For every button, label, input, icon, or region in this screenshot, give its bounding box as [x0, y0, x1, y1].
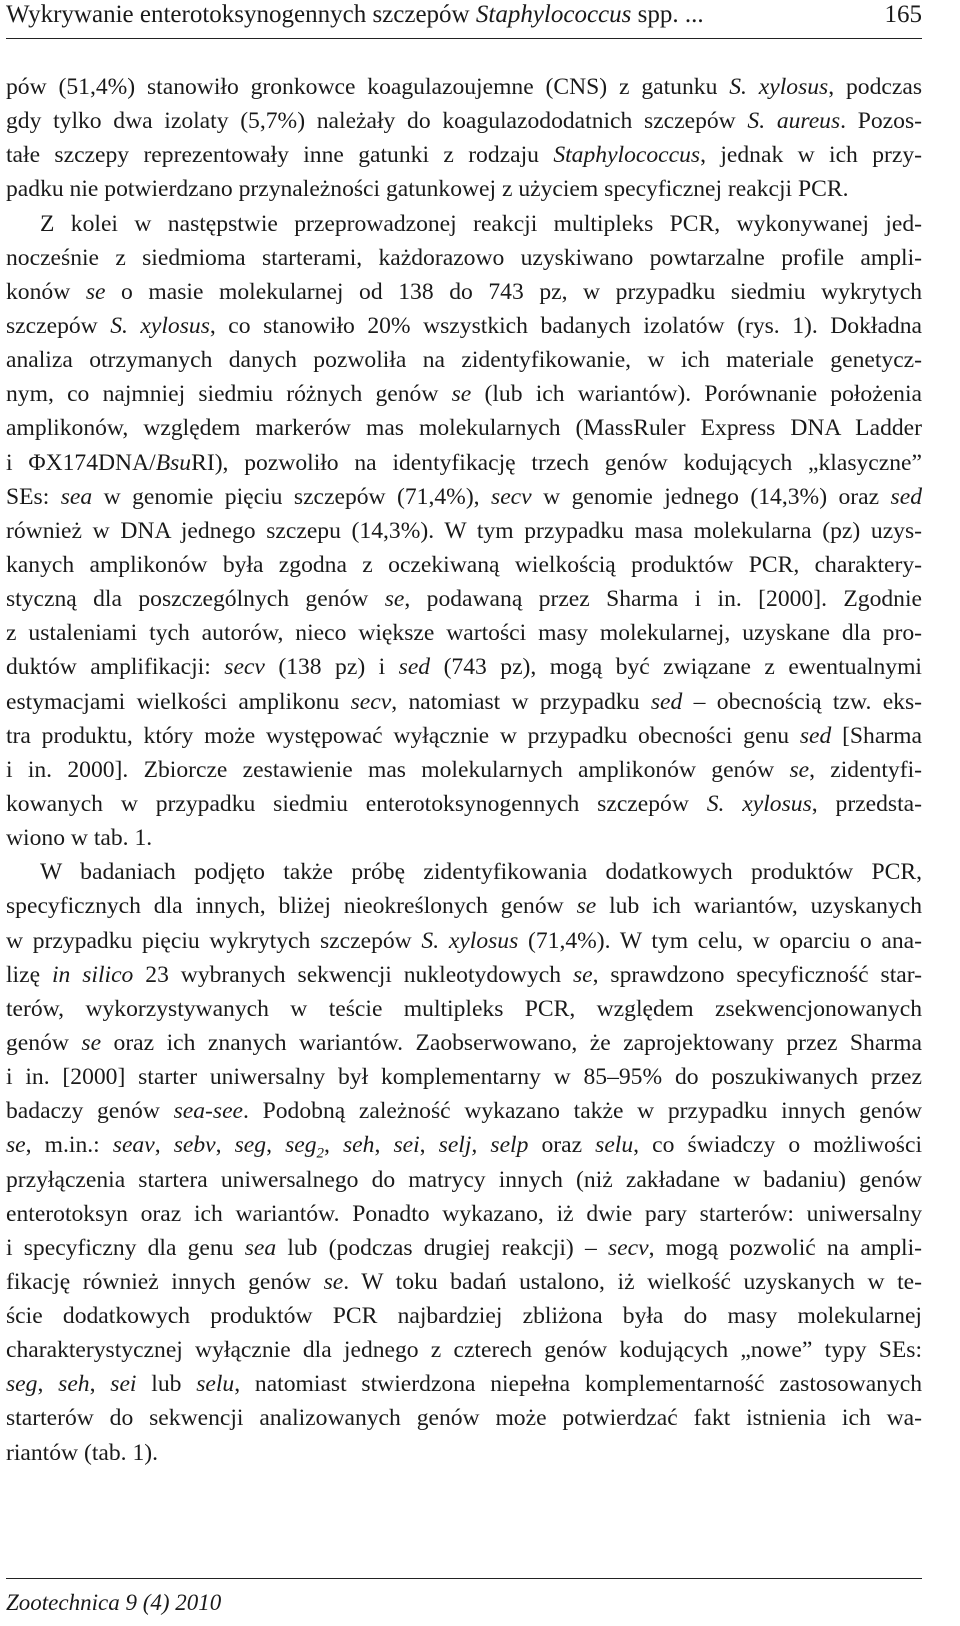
- text-run: oraz ich znanych wariantów. Zaobserwowano, że zaprojektowany przez Sharma: [101, 1029, 922, 1056]
- text-run: riantów (tab. 1).: [6, 1439, 158, 1466]
- text-run: lub (podczas drugiej reakcji) –: [276, 1234, 608, 1261]
- text-run: lub ich wariantów, uzyskanych: [596, 893, 923, 920]
- text-run: [Sharma: [831, 722, 922, 749]
- text-run: styczną dla poszczególnych genów: [6, 586, 385, 613]
- text-run: ,: [154, 1132, 174, 1159]
- text-run: estymacjami wielkości amplikonu: [6, 688, 351, 715]
- italic-term: S. xylosus: [706, 790, 812, 817]
- page-number: 165: [884, 1, 922, 28]
- text-run: kanych amplikonów była zgodna z oczekiwaną wielkością produktów PCR, charaktery-: [6, 551, 922, 578]
- text-line: [6, 1436, 922, 1470]
- text-line: [6, 172, 922, 206]
- italic-term: sed: [398, 654, 431, 681]
- text-run: starterów do sekwencji analizowanych genów może potwierdzać fakt istnienia ich wa-: [6, 1405, 922, 1432]
- text-run: , podawaną przez Sharma i in. [2000]. Zgodnie: [404, 586, 922, 613]
- italic-term: se: [85, 278, 106, 305]
- text-line: [6, 992, 922, 1026]
- text-line: [6, 1060, 922, 1094]
- text-run: , mogą pozwolić na ampli-: [648, 1234, 922, 1261]
- text-run: specyficznych dla innych, bliżej nieokreślonych genów: [6, 893, 577, 920]
- text-run: w genomie jednego (14,3%) oraz: [531, 483, 891, 510]
- text-line: [6, 855, 922, 889]
- italic-term: se: [323, 1268, 344, 1295]
- page-footer: [6, 1578, 922, 1615]
- text-run: tra produktu, który może występować wyłącznie w przypadku obecności genu: [6, 722, 800, 749]
- italic-term: seg: [6, 1371, 38, 1398]
- text-run: tałe szczepy reprezentowały inne gatunki z rodzaju: [6, 142, 554, 169]
- text-run: enterotoksyn oraz ich wariantów. Ponadto wykazano, iż dwie pary starterów: uniwersalny: [6, 1200, 922, 1227]
- text-run: i specyficzny dla genu: [6, 1234, 245, 1261]
- italic-term: sea-see: [173, 1098, 244, 1125]
- text-run: lub: [136, 1371, 197, 1398]
- italic-term: S. xylosus: [110, 312, 210, 339]
- text-run: ,: [89, 1371, 111, 1398]
- text-line: [6, 446, 922, 480]
- italic-term: selu: [196, 1371, 235, 1398]
- text-run: ,: [37, 1371, 59, 1398]
- text-run: ,: [374, 1132, 394, 1159]
- text-line: [6, 1265, 922, 1299]
- text-run: charakterystycznej wyłącznie dla jednego z czterech genów kodujących „nowe” typy SEs:: [6, 1337, 922, 1364]
- italic-term: sea: [244, 1234, 277, 1261]
- text-run: fikację również innych genów: [6, 1268, 324, 1295]
- text-line: [6, 1401, 922, 1435]
- italic-term: se: [384, 586, 405, 613]
- text-line: [6, 787, 922, 821]
- text-run: kowanych w przypadku siedmiu enterotoksynogennych szczepów: [6, 790, 707, 817]
- text-run: o masie molekularnej od 138 do 743 pz, w przypadku siedmiu wykrytych: [105, 278, 923, 305]
- text-run: (lub ich wariantów). Porównanie położenia: [471, 381, 922, 408]
- text-run: Z kolei w następstwie przeprowadzonej reakcji multipleks PCR, wykonywanej jed-: [40, 210, 922, 237]
- text-run: przyłączenia startera uniwersalnego do matrycy innych (niż zakładane w badaniu) genów: [6, 1166, 922, 1193]
- italic-term: secv: [491, 483, 532, 510]
- text-line: [6, 1128, 922, 1162]
- italic-term: se: [572, 961, 593, 988]
- italic-term: sea: [60, 483, 93, 510]
- text-run: analiza otrzymanych danych pozwoliła na zidentyfikowanie, w ich materiale genetycz-: [6, 347, 922, 374]
- text-line: [6, 1333, 922, 1367]
- text-run: i in. [2000] starter uniwersalny był komplementarny w 85–95% do poszukiwanych przez: [6, 1064, 922, 1091]
- text-run: SEs:: [6, 483, 61, 510]
- text-line: [6, 924, 922, 958]
- text-line: [6, 275, 922, 309]
- italic-term: sed: [650, 688, 683, 715]
- text-run: ,: [215, 1132, 235, 1159]
- text-line: [6, 1094, 922, 1128]
- text-run: duktów amplifikacji:: [6, 654, 225, 681]
- text-run: , przedsta-: [811, 790, 922, 817]
- italic-term: se: [6, 1132, 26, 1159]
- text-line: [6, 582, 922, 616]
- text-run: również w DNA jednego szczepu (14,3%). W tym przypadku masa molekularna (pz) uzys-: [6, 517, 922, 544]
- text-run: (743 pz), mogą być związane z ewentualnymi: [430, 654, 922, 681]
- text-line: [6, 1026, 922, 1060]
- text-run: szczepów: [6, 312, 111, 339]
- italic-term: sed: [799, 722, 832, 749]
- italic-term: se: [451, 381, 472, 408]
- text-run: W badaniach podjęto także próbę zidentyfikowania dodatkowych produktów PCR,: [40, 859, 922, 886]
- text-line: [6, 514, 922, 548]
- text-run: w genomie pięciu szczepów (71,4%),: [92, 483, 492, 510]
- text-line: [6, 1299, 922, 1333]
- italic-term: selu: [595, 1132, 634, 1159]
- text-run: . W toku badań ustalono, iż wielkość uzyskanych w te-: [343, 1268, 922, 1295]
- text-run: , podczas: [828, 74, 922, 100]
- italic-term: Staphylococcus: [553, 142, 701, 169]
- italic-term: seh: [343, 1132, 375, 1159]
- italic-term: se: [81, 1029, 102, 1056]
- italic-term: in silico: [51, 961, 134, 988]
- italic-term: se: [576, 893, 597, 920]
- text-line: [6, 821, 922, 855]
- text-run: badaczy genów: [6, 1098, 174, 1125]
- text-line: [6, 343, 922, 377]
- text-run: . Pozos-: [840, 108, 922, 135]
- text-run: ,: [419, 1132, 439, 1159]
- text-line: [6, 1163, 922, 1197]
- italic-term: sei: [110, 1371, 137, 1398]
- text-run: , zidentyfi-: [809, 756, 922, 783]
- text-run: oraz: [528, 1132, 596, 1159]
- text-line: [6, 1197, 922, 1231]
- body-text: [6, 70, 922, 1470]
- italic-term: selj, selp: [438, 1132, 529, 1159]
- text-line: [6, 548, 922, 582]
- text-run: ,: [324, 1132, 343, 1159]
- text-line: [6, 480, 922, 514]
- text-line: [6, 70, 922, 104]
- text-run: w przypadku pięciu wykrytych szczepów: [6, 927, 422, 954]
- text-run: genów: [6, 1029, 82, 1056]
- text-line: [6, 1367, 922, 1401]
- running-title: Wykrywanie enterotoksynogennych szczepów Staphylococcus spp. ...: [6, 1, 704, 28]
- text-run: , natomiast stwierdzona niepełna komplementarność zastosowanych: [234, 1371, 923, 1398]
- italic-term: sed: [890, 483, 922, 510]
- page-header: [6, 0, 922, 39]
- text-line: [6, 753, 922, 787]
- italic-term: secv: [607, 1234, 649, 1261]
- text-run: z ustaleniami tych autorów, nieco większe wartości masy molekularnej, uzyskane dla pro-: [6, 620, 922, 647]
- text-run: ście dodatkowych produktów PCR najbardziej zbliżona była do masy molekularnej: [6, 1303, 922, 1330]
- text-line: [6, 309, 922, 343]
- text-line: [6, 138, 922, 172]
- text-run: , co stanowiło 20% wszystkich badanych izolatów (rys. 1). Dokładna: [209, 312, 922, 339]
- text-line: [6, 958, 922, 992]
- text-run: , jednak w ich przy-: [700, 142, 922, 169]
- text-run: . Podobną zależność wykazano także w przypadku innych genów: [243, 1098, 922, 1125]
- text-run: 23 wybranych sekwencji nukleotydowych: [133, 961, 573, 988]
- text-run: RI), pozwoliło na identyfikację trzech genów kodujących „klasyczne”: [191, 449, 922, 476]
- text-run: pów (51,4%) stanowiło gronkowce koagulazoujemne (CNS) z gatunku: [6, 74, 730, 100]
- text-line: [6, 241, 922, 275]
- text-run: nym, co najmniej siedmiu różnych genów: [6, 381, 452, 408]
- text-line: [6, 685, 922, 719]
- text-run: , sprawdzono specyficzność star-: [592, 961, 923, 988]
- text-run: , m.in.:: [25, 1132, 113, 1159]
- subscript: 2: [316, 1146, 325, 1163]
- text-line: [6, 889, 922, 923]
- italic-term: S. xylosus: [729, 74, 829, 100]
- italic-term: Bsu: [155, 449, 192, 476]
- text-run: i ΦX174DNA/: [6, 449, 156, 476]
- italic-term: seg: [234, 1132, 267, 1159]
- text-line: [6, 616, 922, 650]
- italic-term: secv: [224, 654, 265, 681]
- text-run: ,: [266, 1132, 286, 1159]
- italic-term: S. xylosus: [421, 927, 519, 954]
- text-run: wiono w tab. 1.: [6, 825, 153, 852]
- text-run: padku nie potwierdzano przynależności gatunkowej z użyciem specyficznej reakcji PCR.: [6, 176, 849, 203]
- text-run: (71,4%). W tym celu, w oparciu o ana-: [518, 927, 922, 954]
- text-run: konów: [6, 278, 86, 305]
- text-run: nocześnie z siedmioma starterami, każdorazowo uzyskiwano powtarzalne profile ampli-: [6, 244, 922, 271]
- text-run: , natomiast w przypadku: [391, 688, 651, 715]
- italic-term: secv: [350, 688, 392, 715]
- text-run: lizę: [6, 961, 52, 988]
- text-run: – obecnością tzw. eks-: [682, 688, 923, 715]
- italic-term: sei: [393, 1132, 420, 1159]
- text-run: gdy tylko dwa izolaty (5,7%) należały do koagulazododatnich szczepów: [6, 108, 748, 135]
- text-line: [6, 719, 922, 753]
- italic-term: seav: [112, 1132, 155, 1159]
- text-run: (138 pz) i: [264, 654, 399, 681]
- text-run: i in. 2000]. Zbiorcze zestawienie mas molekularnych amplikonów genów: [6, 756, 790, 783]
- italic-term: seg: [285, 1132, 317, 1159]
- text-run: terów, wykorzystywanych w teście multipleks PCR, względem zsekwencjonowanych: [6, 995, 922, 1022]
- italic-term: seh: [58, 1371, 90, 1398]
- text-line: [6, 650, 922, 684]
- text-line: [6, 207, 922, 241]
- italic-term: S. aureus: [747, 108, 841, 135]
- text-line: [6, 377, 922, 411]
- journal-citation: Zootechnica 9 (4) 2010: [6, 1590, 222, 1615]
- text-run: amplikonów, względem markerów mas molekularnych (MassRuler Express DNA Ladder: [6, 415, 922, 442]
- text-line: [6, 1231, 922, 1265]
- text-line: [6, 411, 922, 445]
- text-line: [6, 104, 922, 138]
- italic-term: se: [789, 756, 810, 783]
- italic-term: sebv: [173, 1132, 216, 1159]
- text-run: , co świadczy o możliwości: [633, 1132, 923, 1159]
